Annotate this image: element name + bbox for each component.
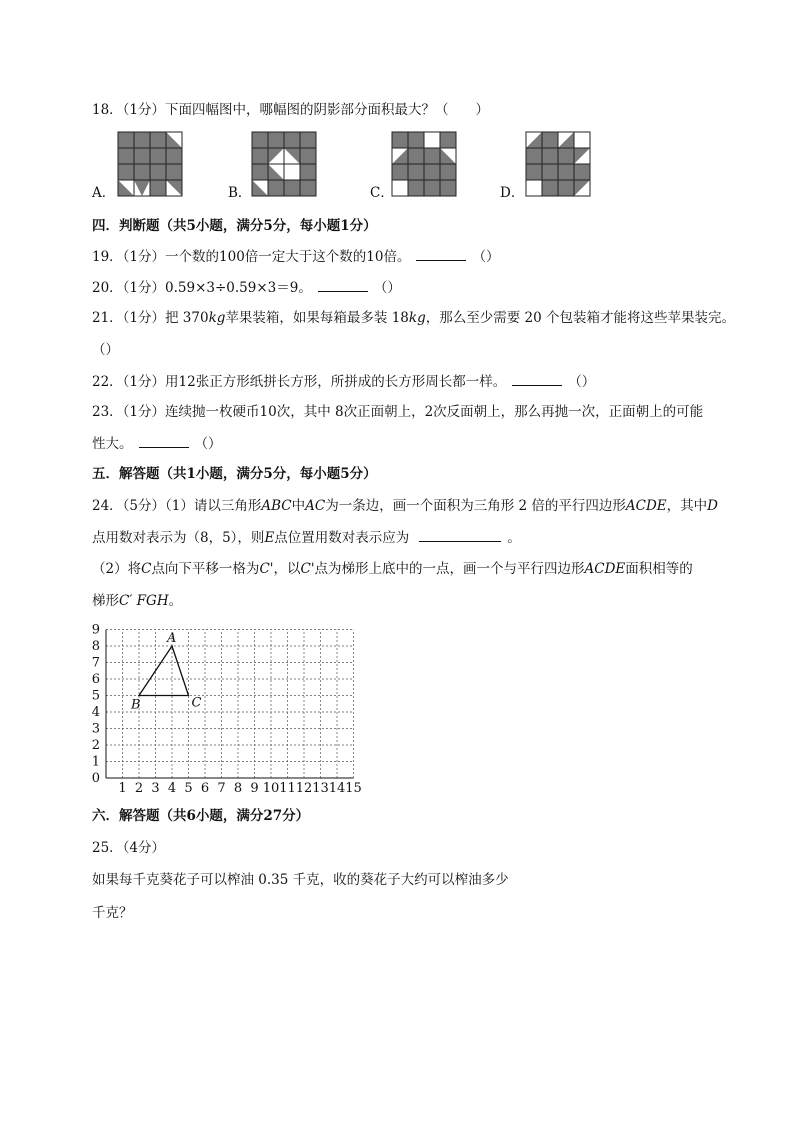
- y-tick-label: 0: [91, 771, 100, 786]
- y-tick-label: 8: [91, 639, 100, 654]
- x-tick-label: 7: [217, 781, 226, 796]
- x-tick-label: 4: [167, 781, 177, 796]
- figure-d: [526, 132, 590, 196]
- q21-mid: 苹果装箱，如果每箱最多装 18: [225, 310, 409, 326]
- q24-line4: [92, 591, 182, 611]
- x-tick-label: 15: [345, 781, 362, 796]
- q25-head: 25．（4分）: [92, 840, 166, 856]
- q21-post: ，那么至少需要 20 个包装箱才能将这些苹果装完。: [425, 310, 735, 326]
- q20-paren: （）: [373, 280, 401, 296]
- point-label-a: A: [167, 631, 177, 646]
- q23-line1: 23．（1分）连续抛一枚硬币10次，其中 8次正面朝上，2次反面朝上，那么再抛一次，正面朝上的可能: [92, 404, 704, 420]
- section-6-heading: 六．解答题（共6小题，满分27分）: [92, 808, 310, 824]
- q24-line3: [92, 559, 693, 579]
- y-tick-label: 7: [91, 655, 100, 671]
- q24-l3e: 面积相等的: [625, 561, 693, 577]
- triangle-abc: [139, 646, 189, 696]
- q19: [92, 246, 499, 267]
- q24-ac: AC: [305, 498, 326, 514]
- section-4-heading: 四．判断题（共5小题，满分5分，每小题1分）: [92, 218, 377, 234]
- x-tick-label: 8: [233, 781, 243, 796]
- section-5-heading: 五．解答题（共1小题，满分5分，每小题5分）: [92, 466, 377, 482]
- x-tick-label: 11: [279, 781, 296, 796]
- point-label-b: B: [131, 697, 141, 713]
- q24-l1b: 中: [291, 498, 306, 514]
- y-tick-label: 9: [91, 622, 100, 638]
- q24-e: E: [264, 530, 275, 546]
- q21-unit-2: kg: [408, 310, 426, 326]
- y-tick-label: 1: [91, 754, 100, 770]
- q23-line2: [92, 433, 222, 454]
- q21-unit-1: kg: [208, 310, 226, 326]
- option-d-label: D．: [500, 185, 525, 201]
- q24-l3d: 点为梯形上底中的一点，画一个与平行四边形: [314, 561, 585, 577]
- y-tick-label: 3: [91, 721, 100, 737]
- q24-l4b: 。: [168, 593, 183, 609]
- q25-line2: 千克？: [92, 905, 133, 921]
- y-tick-label: 4: [91, 705, 100, 720]
- q24-acde: ACDE: [625, 498, 667, 514]
- q22-text: 22．（1分）用12张正方形纸拼长方形，所拼成的长方形周长都一样。: [92, 374, 507, 390]
- q24-l3a: （2）将: [92, 561, 142, 577]
- y-tick-label: 5: [91, 688, 100, 704]
- q24-answer-blank[interactable]: [419, 527, 501, 542]
- q23-paren: （）: [194, 436, 222, 452]
- q24-l2b: 点位置用数对表示应为: [274, 530, 410, 546]
- x-tick-label: 10: [262, 781, 280, 796]
- q25-line1: 如果每千克葵花子可以榨油 0.35 千克，收的葵花子大约可以榨油多少: [92, 872, 509, 888]
- q18-text: 18．（1分）下面四幅图中，哪幅图的阴影部分面积最大？（ ）: [92, 102, 490, 118]
- option-c-label: C．: [370, 185, 394, 201]
- q22-paren: （）: [568, 374, 596, 390]
- q24-cfgh: C′ FGH: [119, 593, 169, 609]
- q24-line1: [92, 496, 718, 516]
- figure-b: [252, 132, 316, 196]
- x-tick-label: 9: [250, 781, 259, 796]
- q24-l4a: 梯形: [92, 593, 119, 609]
- option-b-label: B．: [228, 185, 252, 201]
- q24-l1a: 24．（5分）（1）请以三角形: [92, 498, 262, 514]
- x-tick-label: 3: [151, 781, 160, 796]
- y-tick-label: 6: [91, 672, 100, 687]
- q20: [92, 277, 401, 298]
- q24-acde2: ACDE: [584, 561, 626, 577]
- figure-a: [118, 132, 182, 196]
- q20-text: 20．（1分）0.59×3÷0.59×3＝9。: [92, 280, 312, 296]
- q22: [92, 371, 595, 392]
- q24-d: D: [707, 498, 718, 514]
- q19-paren: （）: [472, 249, 500, 265]
- x-tick-label: 6: [200, 781, 210, 796]
- q24-l1d: ，其中: [666, 498, 708, 514]
- q21-paren: （）: [92, 342, 119, 358]
- option-a-label: A．: [92, 185, 116, 201]
- q24-l1c: 为一条边，画一个面积为三角形 2 倍的平行四边形: [325, 498, 626, 514]
- q24-cp: C': [259, 561, 274, 577]
- x-tick-label: 2: [134, 781, 144, 796]
- q19-text: 19．（1分）一个数的100倍一定大于这个数的10倍。: [92, 249, 411, 265]
- q21: [92, 308, 735, 328]
- y-tick-label: 2: [91, 738, 100, 753]
- q23-text: 性大。: [92, 436, 133, 452]
- x-tick-label: 5: [184, 781, 193, 796]
- figure-c: [392, 132, 456, 196]
- q24-line2: [92, 527, 521, 548]
- x-tick-label: 1: [118, 781, 127, 796]
- q24-c: C: [141, 561, 152, 577]
- q21-pre: 21．（1分）把 370: [92, 310, 209, 326]
- point-label-c: C: [191, 695, 202, 711]
- q24-l2a: 点用数对表示为（8，5），则: [92, 530, 265, 546]
- coordinate-grid: [86, 618, 386, 798]
- x-tick-label: 14: [328, 781, 346, 796]
- q20-answer-blank[interactable]: [318, 277, 368, 292]
- q24-l3b: 点向下平移一格为: [151, 561, 260, 577]
- q24-l3c: ，以: [273, 561, 301, 577]
- q24-cp2: C': [300, 561, 315, 577]
- x-tick-label: 13: [312, 781, 329, 796]
- q24-abc: ABC: [261, 498, 292, 514]
- q24-l2c: 。: [507, 530, 521, 546]
- q23-answer-blank[interactable]: [139, 433, 189, 448]
- q22-answer-blank[interactable]: [512, 371, 562, 386]
- x-tick-label: 12: [295, 781, 313, 796]
- q19-answer-blank[interactable]: [416, 246, 466, 261]
